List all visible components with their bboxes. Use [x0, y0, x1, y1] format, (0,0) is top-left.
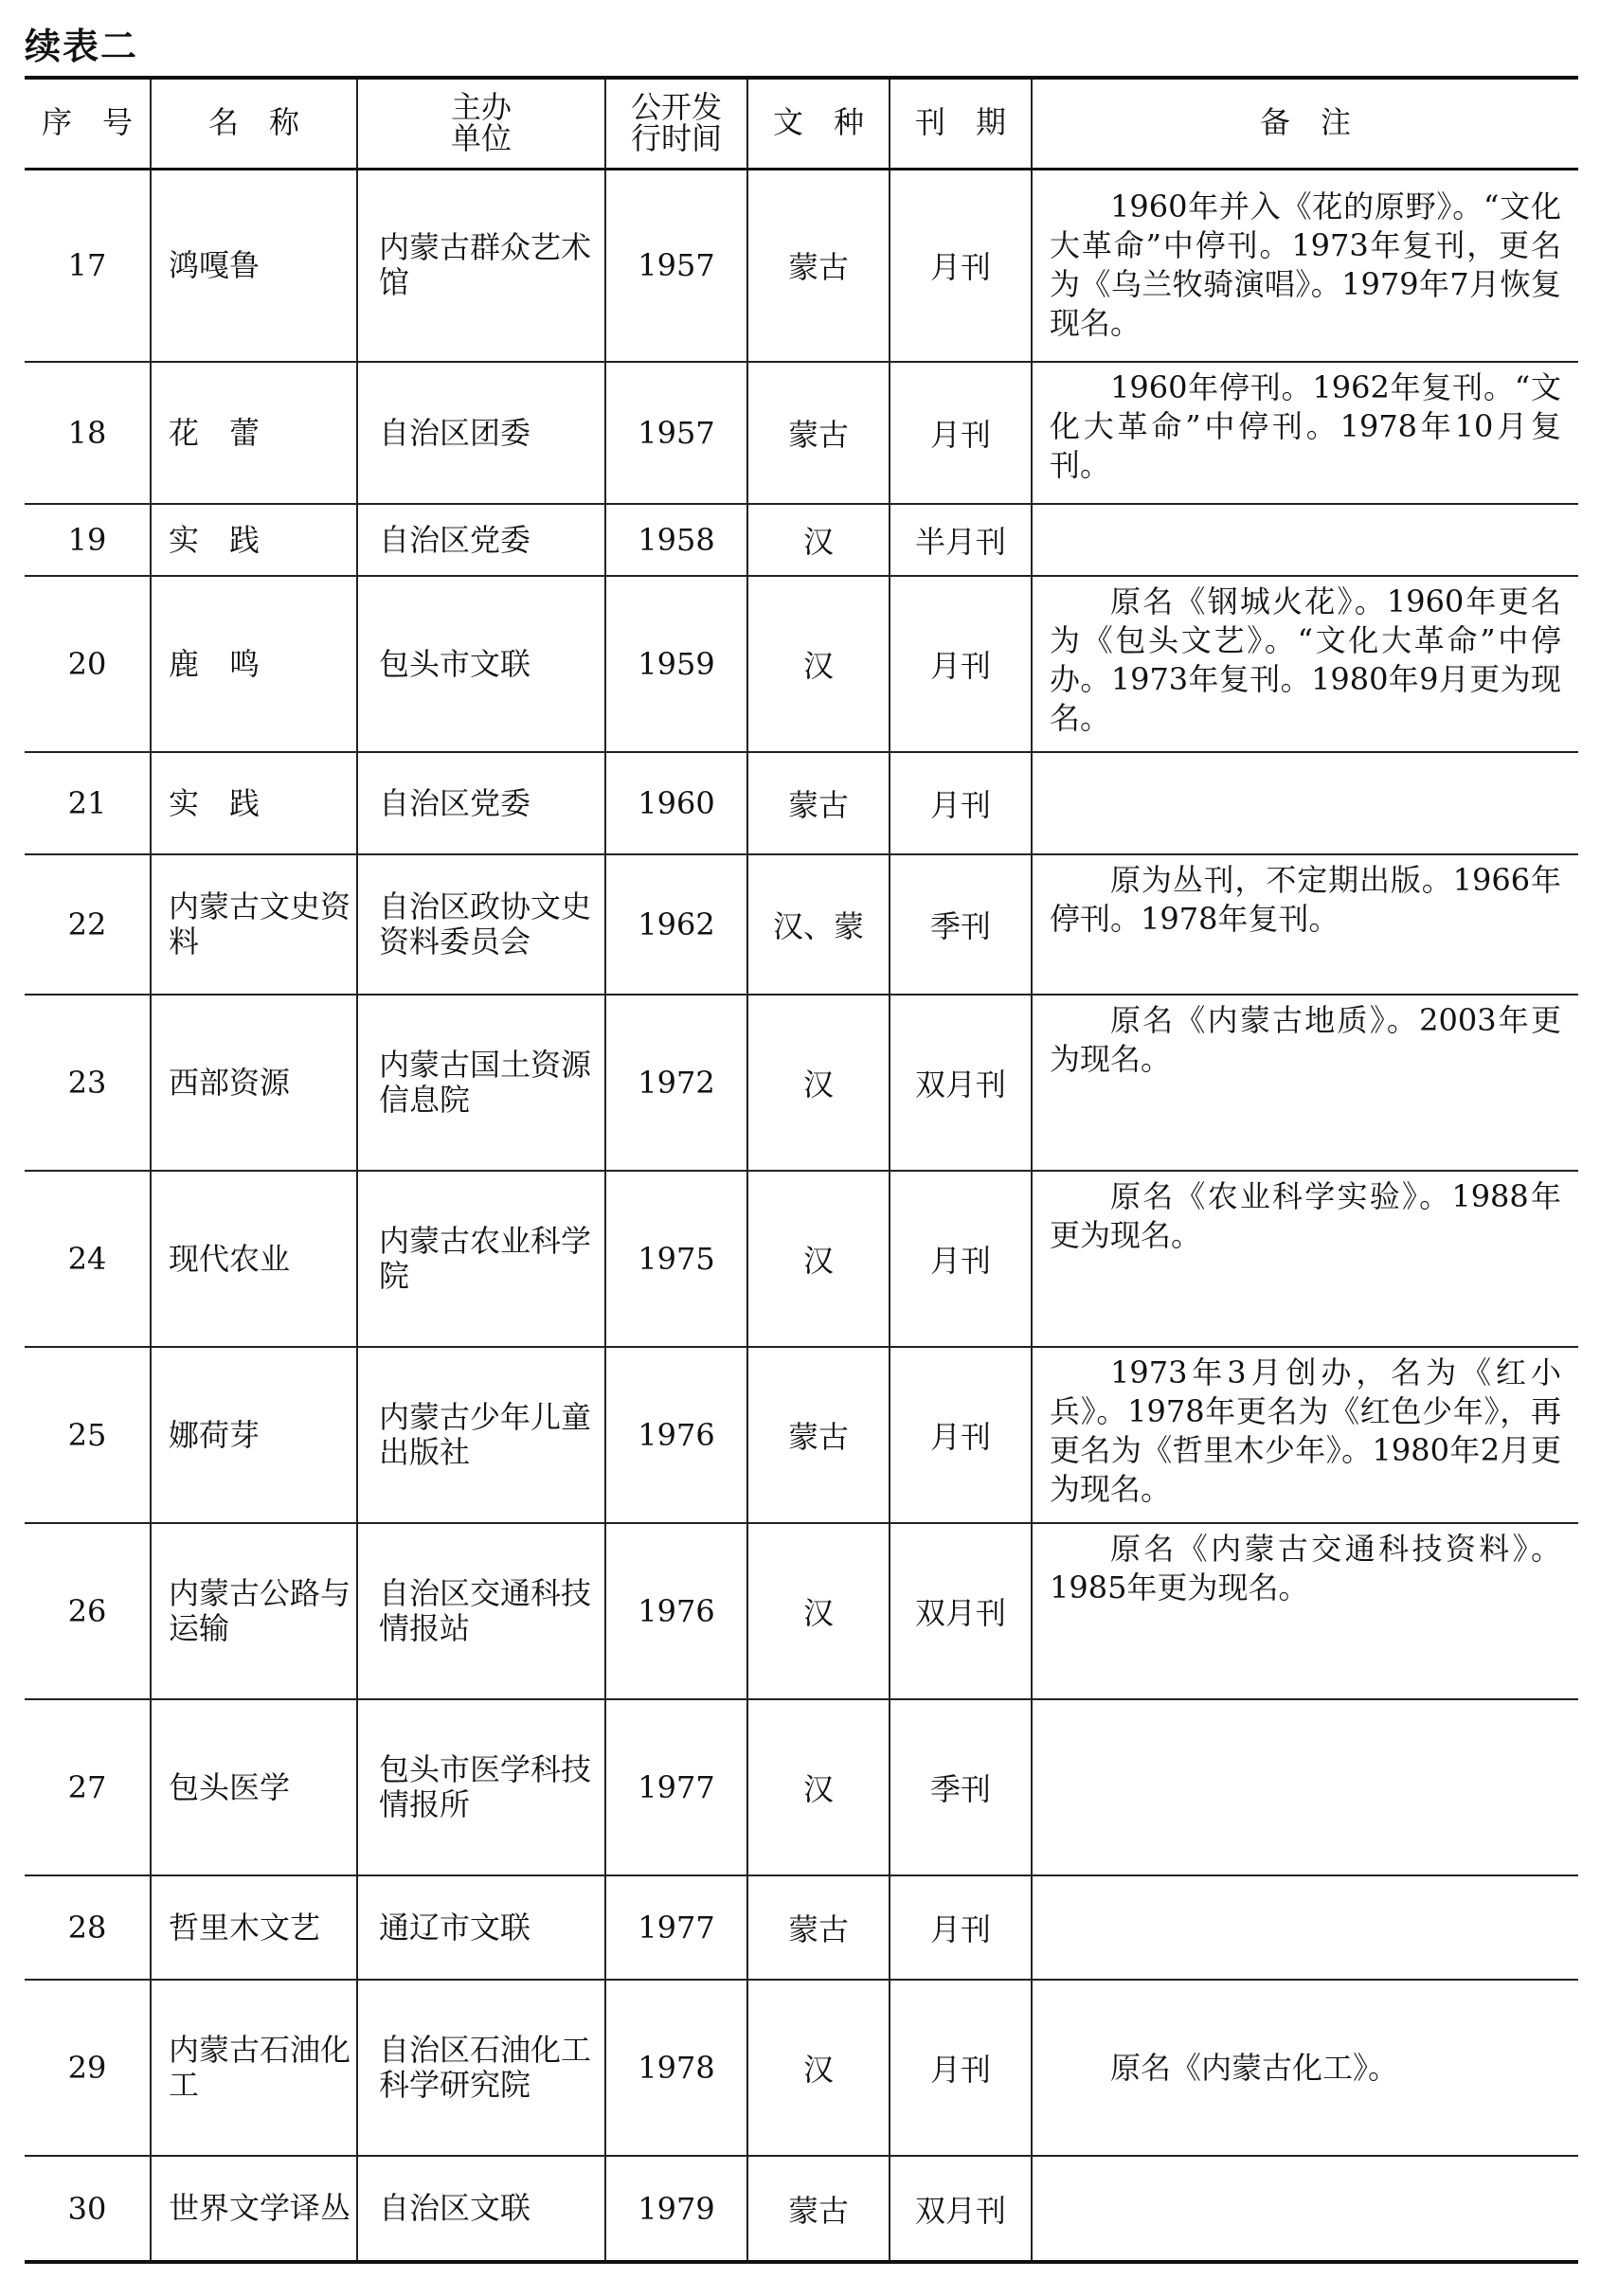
row-host: 自治区团委 — [357, 362, 605, 504]
row-no: 27 — [25, 1699, 151, 1875]
row-period: 月刊 — [890, 752, 1032, 854]
row-period: 双月刊 — [890, 995, 1032, 1171]
row-period: 月刊 — [890, 362, 1032, 504]
row-no: 29 — [25, 1980, 151, 2156]
row-name: 现代农业 — [151, 1171, 357, 1347]
row-year: 1976 — [605, 1523, 747, 1699]
row-host: 包头市医学科技情报所 — [357, 1699, 605, 1875]
row-year: 1960 — [605, 752, 747, 854]
row-period: 月刊 — [890, 1347, 1032, 1523]
row-note — [1032, 1980, 1578, 2156]
row-note-text: 1960年停刊。1962年复刊。“文化大革命”中停刊。1978年10月复刊。 — [1050, 369, 1561, 483]
row-name: 世界文学译丛 — [151, 2156, 357, 2262]
row-note — [1032, 1875, 1578, 1980]
row-no: 18 — [25, 362, 151, 504]
row-name: 娜荷芽 — [151, 1347, 357, 1523]
row-note — [1032, 995, 1578, 1171]
row-lang: 汉、蒙 — [747, 854, 890, 995]
row-lang: 蒙古 — [747, 362, 890, 504]
row-note-text: 原名《内蒙古地质》。2003年更为现名。 — [1050, 1002, 1561, 1077]
row-year: 1975 — [605, 1171, 747, 1347]
row-period: 季刊 — [890, 854, 1032, 995]
row-host: 自治区文联 — [357, 2156, 605, 2262]
row-note — [1032, 576, 1578, 752]
row-lang: 汉 — [747, 576, 890, 752]
row-lang: 蒙古 — [747, 1875, 890, 1980]
row-note — [1032, 1347, 1578, 1523]
header-row — [25, 78, 1578, 169]
row-note-text: 原名《内蒙古交通科技资料》。1985年更为现名。 — [1050, 1531, 1561, 1605]
table-row — [25, 504, 1578, 576]
header-period: 刊 期 — [890, 78, 1032, 169]
row-year: 1959 — [605, 576, 747, 752]
row-note — [1032, 169, 1578, 362]
row-period: 月刊 — [890, 169, 1032, 362]
row-no: 21 — [25, 752, 151, 854]
row-lang: 蒙古 — [747, 2156, 890, 2262]
table-row — [25, 1347, 1578, 1523]
row-host: 自治区石油化工科学研究院 — [357, 1980, 605, 2156]
table-row — [25, 1875, 1578, 1980]
row-host: 自治区党委 — [357, 504, 605, 576]
row-lang: 蒙古 — [747, 169, 890, 362]
row-name: 实 践 — [151, 504, 357, 576]
table-row — [25, 1980, 1578, 2156]
row-host: 自治区党委 — [357, 752, 605, 854]
row-lang: 蒙古 — [747, 1347, 890, 1523]
row-note — [1032, 2156, 1578, 2262]
row-year: 1976 — [605, 1347, 747, 1523]
row-note — [1032, 854, 1578, 995]
row-host: 内蒙古国土资源信息院 — [357, 995, 605, 1171]
row-no: 22 — [25, 854, 151, 995]
row-year: 1977 — [605, 1699, 747, 1875]
row-year: 1962 — [605, 854, 747, 995]
row-year: 1977 — [605, 1875, 747, 1980]
row-no: 26 — [25, 1523, 151, 1699]
row-year: 1957 — [605, 169, 747, 362]
row-note-text: 原名《钢城火花》。1960年更名为《包头文艺》。“文化大革命”中停办。1973年复刊。1980年9月更为现名。 — [1050, 583, 1561, 736]
row-name: 内蒙古公路与运输 — [151, 1523, 357, 1699]
row-host: 包头市文联 — [357, 576, 605, 752]
row-no: 30 — [25, 2156, 151, 2262]
row-year: 1972 — [605, 995, 747, 1171]
row-year: 1979 — [605, 2156, 747, 2262]
header-host: 主办 单位 — [357, 78, 605, 169]
row-lang: 汉 — [747, 1699, 890, 1875]
row-no: 19 — [25, 504, 151, 576]
row-note — [1032, 752, 1578, 854]
row-period: 双月刊 — [890, 2156, 1032, 2262]
header-note: 备 注 — [1032, 78, 1578, 169]
header-no: 序 号 — [25, 78, 151, 169]
row-no: 28 — [25, 1875, 151, 1980]
row-period: 月刊 — [890, 1980, 1032, 2156]
row-note — [1032, 1171, 1578, 1347]
table-row — [25, 1171, 1578, 1347]
row-lang: 汉 — [747, 1980, 890, 2156]
row-period: 季刊 — [890, 1699, 1032, 1875]
row-note — [1032, 1523, 1578, 1699]
row-note-text: 原名《农业科学实验》。1988年更为现名。 — [1050, 1178, 1561, 1253]
row-note-text: 1973年3月创办，名为《红小兵》。1978年更名为《红色少年》，再更名为《哲里木少年》。1980年2月更为现名。 — [1050, 1354, 1561, 1507]
table-row — [25, 1699, 1578, 1875]
row-host: 内蒙古少年儿童出版社 — [357, 1347, 605, 1523]
table-row — [25, 2156, 1578, 2262]
table-row — [25, 576, 1578, 752]
row-host: 通辽市文联 — [357, 1875, 605, 1980]
row-host: 内蒙古农业科学院 — [357, 1171, 605, 1347]
row-lang: 汉 — [747, 1523, 890, 1699]
row-lang: 汉 — [747, 1171, 890, 1347]
row-period: 月刊 — [890, 1875, 1032, 1980]
table-row — [25, 169, 1578, 362]
row-period: 双月刊 — [890, 1523, 1032, 1699]
row-no: 17 — [25, 169, 151, 362]
row-lang: 汉 — [747, 995, 890, 1171]
row-name: 实 践 — [151, 752, 357, 854]
row-period: 月刊 — [890, 576, 1032, 752]
row-lang: 蒙古 — [747, 752, 890, 854]
row-name: 内蒙古文史资料 — [151, 854, 357, 995]
row-note — [1032, 1699, 1578, 1875]
row-name: 鸿嘎鲁 — [151, 169, 357, 362]
row-host: 自治区交通科技情报站 — [357, 1523, 605, 1699]
table-title: 续表二 — [25, 26, 139, 67]
table-row — [25, 854, 1578, 995]
table-row — [25, 1523, 1578, 1699]
row-note-text: 原名《内蒙古化工》。 — [1110, 2049, 1399, 2086]
row-year: 1957 — [605, 362, 747, 504]
row-note-text: 1960年并入《花的原野》。“文化大革命”中停刊。1973年复刊，更名为《乌兰牧骑演唱》。1979年7月恢复现名。 — [1050, 188, 1561, 342]
row-lang: 汉 — [747, 504, 890, 576]
row-name: 哲里木文艺 — [151, 1875, 357, 1980]
table-row — [25, 752, 1578, 854]
row-name: 内蒙古石油化工 — [151, 1980, 357, 2156]
row-note — [1032, 504, 1578, 576]
row-host: 内蒙古群众艺术馆 — [357, 169, 605, 362]
row-name: 鹿 鸣 — [151, 576, 357, 752]
table-row — [25, 362, 1578, 504]
table-row — [25, 995, 1578, 1171]
periodicals-table — [25, 76, 1578, 2264]
row-no: 24 — [25, 1171, 151, 1347]
row-period: 月刊 — [890, 1171, 1032, 1347]
row-note-text: 原为丛刊，不定期出版。1966年停刊。1978年复刊。 — [1050, 862, 1561, 937]
header-year: 公开发 行时间 — [605, 78, 747, 169]
header-lang: 文 种 — [747, 78, 890, 169]
header-name: 名 称 — [151, 78, 357, 169]
row-no: 25 — [25, 1347, 151, 1523]
row-name: 包头医学 — [151, 1699, 357, 1875]
row-note — [1032, 362, 1578, 504]
row-year: 1978 — [605, 1980, 747, 2156]
row-name: 花 蕾 — [151, 362, 357, 504]
row-no: 23 — [25, 995, 151, 1171]
row-name: 西部资源 — [151, 995, 357, 1171]
row-period: 半月刊 — [890, 504, 1032, 576]
row-host: 自治区政协文史资料委员会 — [357, 854, 605, 995]
row-no: 20 — [25, 576, 151, 752]
row-year: 1958 — [605, 504, 747, 576]
